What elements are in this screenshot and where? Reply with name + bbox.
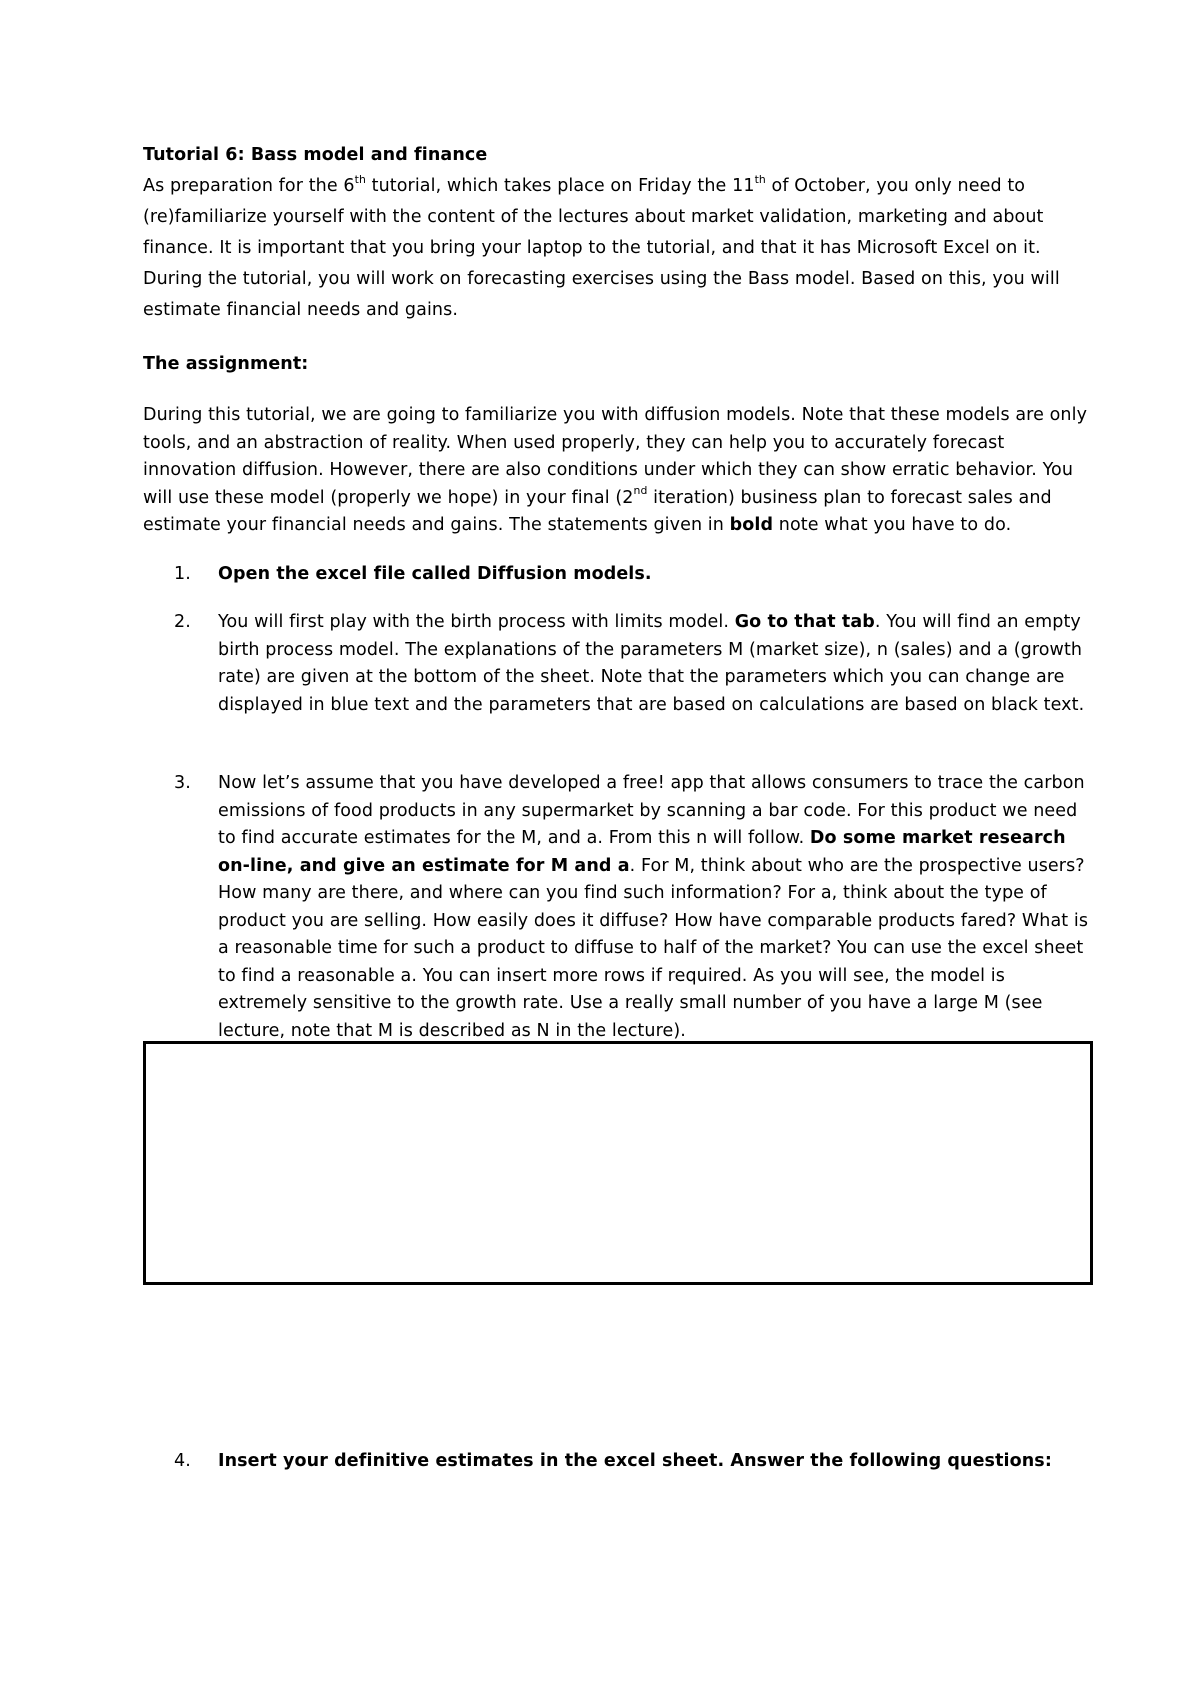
answer-text-box[interactable] (143, 1041, 1093, 1285)
intro-line: (re)familiarize yourself with the content of the lectures about market validation, marketing and about (143, 207, 1044, 227)
assignment-heading: The assignment: (143, 354, 309, 374)
assignment-body: During this tutorial, we are going to familiarize you with diffusion models. Note that these models are only tools, and an abstraction of reality. When used properly, they can help you to accurately forecast innovation diffusion. However, there are also conditions under which they can show erratic behavior. You will use these model (properly we hope) in your final (2nd iteration) business plan to forecast sales and estimate your financial needs and gains. The statements given in bold note what you have to do. (143, 405, 1088, 535)
list-item: 1. Open the excel file called Diffusion models. (143, 561, 1093, 589)
intro-paragraph (143, 171, 1093, 326)
intro-line: As preparation for the 6th tutorial, which takes place on Friday the 11th of October, you only need to (143, 172, 1026, 196)
list-item: 4. Insert your definitive estimates in the excel sheet. Answer the following questions: (143, 1448, 1168, 1476)
intro-line: finance. It is important that you bring your laptop to the tutorial, and that it has Microsoft Excel on it. (143, 238, 1041, 258)
list-item: 3. Now let’s assume that you have developed a free! app that allows consumers to trace the carbon emissions of food products in any supermarket by scanning a bar code. For this product we need to find accurate estimates for the M, and a. From this n will follow. Do some market research on-line, and give an estimate for M and a. For M, think about who are the prospective users? How many are there, and where can you find such information? For a, think about the type of product you are selling. How easily does it diffuse? How have comparable products fared? What is a reasonable time for such a product to diffuse to half of the market? You can use the excel sheet to find a reasonable a. You can insert more rows if required. As you will see, the model is extremely sensitive to the growth rate. Use a really small number of you have a large M (see lecture, note that M is described as N in the lecture). (143, 770, 1093, 1045)
intro-line: estimate financial needs and gains. (143, 300, 458, 320)
document-page (143, 140, 1093, 1471)
intro-line: During the tutorial, you will work on forecasting exercises using the Bass model. Based on this, you will (143, 269, 1060, 289)
list-item: 2. You will first play with the birth process with limits model. Go to that tab. You will find an empty birth process model. The explanations of the parameters M (market size), n (sales) and a (growth rate) are given at the bottom of the sheet. Note that the parameters which you can change are displayed in blue text and the parameters that are based on calculations are based on black text. (143, 609, 1093, 719)
list-number: 4. (174, 1451, 191, 1471)
list-number: 2. (174, 612, 191, 632)
list-number: 3. (174, 773, 191, 793)
document-title: Tutorial 6: Bass model and finance (143, 145, 488, 165)
list-number: 1. (174, 563, 191, 584)
